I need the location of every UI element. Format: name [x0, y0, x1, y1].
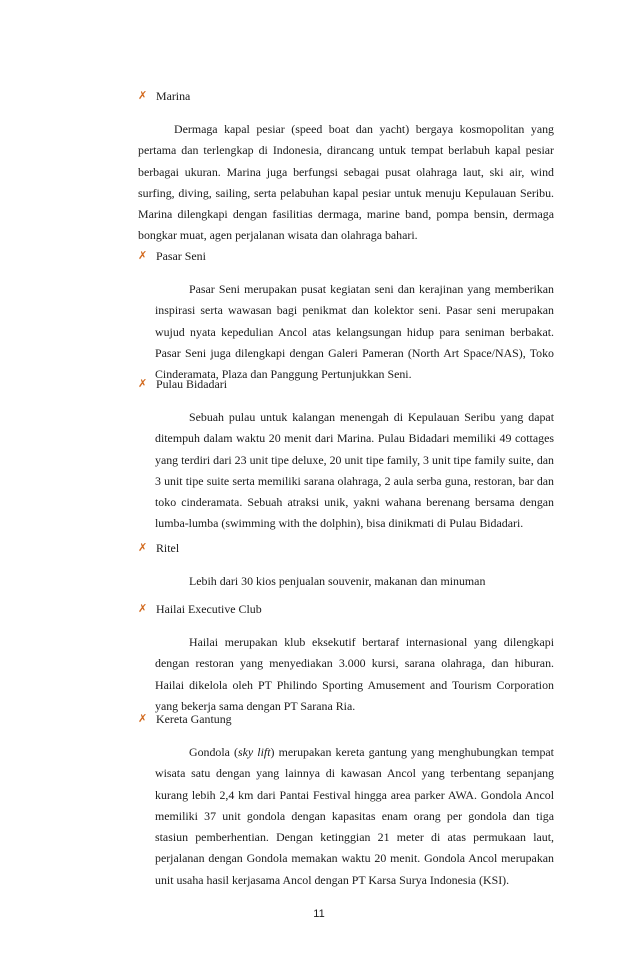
cross-bullet-icon: ✗ — [138, 377, 148, 390]
section-paragraph: Dermaga kapal pesiar (speed boat dan yacht) bergaya kosmopolitan yang pertama dan terlengkap di Indonesia, dirancang untuk tempat berlabuh kapal pesiar berbagai ukuran. Marina juga berfungsi sebagai pusat olahraga laut, ski air, wind surfing, diving, sailing, serta pelabuhan kapal pesiar untuk menuju Kepulauan Seribu. Marina dilengkapi dengan fasilitias dermaga, marine band, pompa bensin, dermaga bongkar muat, agen perjalanan wisata dan olahraga bahari. — [138, 122, 554, 243]
section-heading — [138, 599, 554, 619]
cross-bullet-icon: ✗ — [138, 89, 148, 102]
section-pasar-seni — [138, 246, 554, 385]
section-title: Ritel — [156, 541, 180, 555]
section-hailai-executive-club — [138, 599, 554, 717]
section-paragraph: Hailai merupakan klub eksekutif bertaraf internasional yang dilengkapi dengan restoran yang menyediakan 3.000 kursi, sarana olahraga, dan hiburan. Hailai dikelola oleh PT Philindo Sporting Amusement and Tourism Corporation yang bekerja sama dengan PT Sarana Ria. — [155, 635, 554, 713]
paragraph-italic-term: sky lift — [238, 745, 271, 759]
section-heading — [138, 374, 554, 394]
section-title: Pulau Bidadari — [156, 377, 228, 391]
paragraph-text-start: Gondola ( — [189, 745, 239, 759]
cross-bullet-icon: ✗ — [138, 249, 148, 262]
page-number: 11 — [313, 908, 325, 920]
section-heading — [138, 246, 554, 266]
section-title: Marina — [156, 89, 191, 103]
section-heading — [138, 86, 554, 106]
cross-bullet-icon: ✗ — [138, 541, 148, 554]
section-paragraph: Lebih dari 30 kios penjualan souvenir, makanan dan minuman — [189, 574, 486, 588]
section-title: Pasar Seni — [156, 249, 206, 263]
section-ritel — [138, 538, 554, 592]
section-kereta-gantung — [138, 709, 554, 891]
section-heading — [138, 709, 554, 729]
section-paragraph: Sebuah pulau untuk kalangan menengah di Kepulauan Seribu yang dapat ditempuh dalam waktu 20 menit dari Marina. Pulau Bidadari memiliki 49 cottages yang terdiri dari 23 unit tipe deluxe, 20 unit tipe family, 3 unit tipe family suite, dan 3 unit tipe suite serta memiliki sarana olahraga, 2 aula serba guna, restoran, bar dan toko cinderamata. Sebuah atraksi unik, yakni wahana berenang bersama dengan lumba-lumba (swimming with the dolphin), bisa dinikmati di Pulau Bidadari. — [155, 410, 554, 531]
paragraph-text-rest: ) merupakan kereta gantung yang menghubungkan tempat wisata satu dengan yang lainnya di kawasan Ancol yang terbentang sepanjang kurang lebih 2,4 km dari Pantai Festival hingga area parker AWA. Gondola Ancol memiliki 37 unit gondola dengan kapasitas enam orang per gondola dan tiga stasiun pemberhentian. Dengan ketinggian 21 meter di atas permukaan laut, perjalanan dengan Gondola memakan waktu 20 menit. Gondola Ancol merupakan unit usaha hasil kerjasama Ancol dengan PT Karsa Surya Indonesia (KSI). — [155, 745, 554, 887]
section-title: Kereta Gantung — [156, 712, 232, 726]
section-paragraph: Pasar Seni merupakan pusat kegiatan seni dan kerajinan yang memberikan inspirasi serta wawasan bagi penikmat dan kolektor seni. Pasar seni merupakan wujud nyata kepedulian Ancol atas kelangsungan hidup para seniman berbakat. Pasar Seni juga dilengkapi dengan Galeri Pameran (North Art Space/NAS), Toko Cinderamata, Plaza dan Panggung Pertunjukkan Seni. — [155, 282, 554, 382]
section-title: Hailai Executive Club — [156, 602, 262, 616]
section-heading — [138, 538, 554, 558]
cross-bullet-icon: ✗ — [138, 602, 148, 615]
section-pulau-bidadari — [138, 374, 554, 535]
section-paragraph — [155, 742, 554, 891]
section-marina — [138, 86, 554, 247]
cross-bullet-icon: ✗ — [138, 712, 148, 725]
